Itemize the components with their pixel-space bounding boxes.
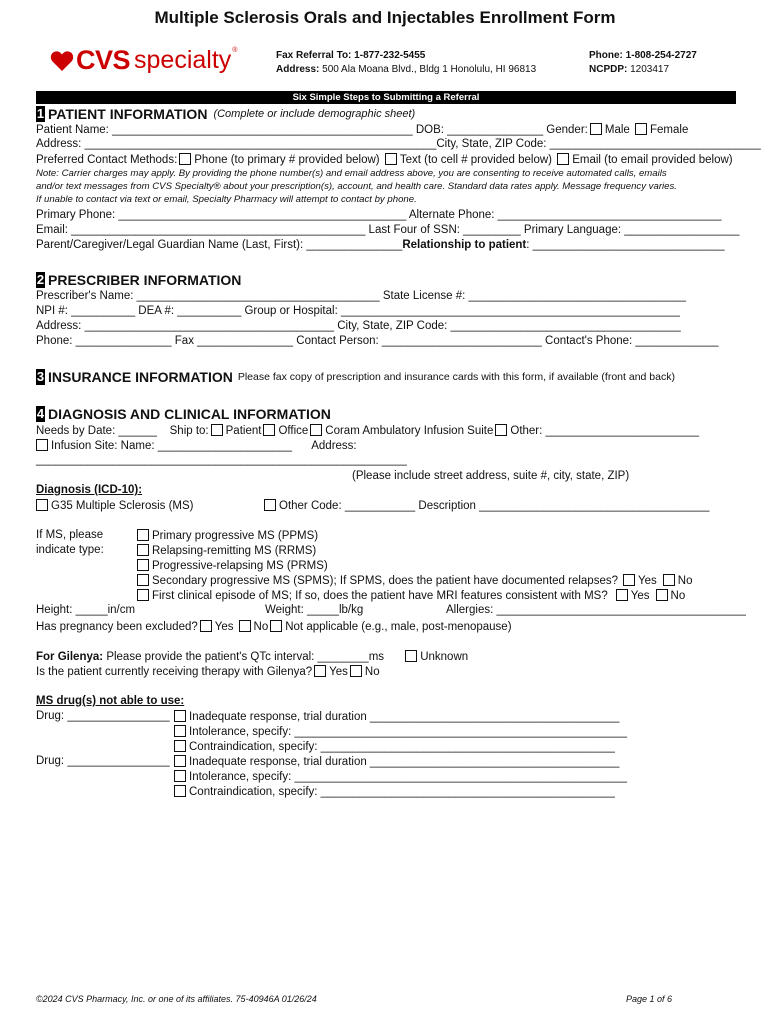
prms-checkbox[interactable]	[137, 559, 149, 571]
allergies-field[interactable]: Allergies: _______________________________________	[446, 604, 746, 616]
ship-patient-checkbox[interactable]	[211, 424, 223, 436]
ncpdp: NCPDP: 1203417	[589, 64, 670, 75]
spms-no-checkbox[interactable]	[663, 574, 675, 586]
guardian-row[interactable]: Parent/Caregiver/Legal Guardian Name (Last, First): _______________Relationship to patient: ______________________________	[36, 239, 725, 251]
gilenya-no-checkbox[interactable]	[350, 665, 362, 677]
mri-yes-checkbox[interactable]	[616, 589, 628, 601]
gilenya-therapy-row: Is the patient currently receiving therapy with Gilenya? Yes No	[36, 666, 380, 678]
other-code-row	[262, 499, 709, 512]
ppms-checkbox[interactable]	[137, 529, 149, 541]
mri-no-checkbox[interactable]	[656, 589, 668, 601]
drug-1-intolerance-row: Intolerance, specify: ____________________________________________________	[172, 725, 627, 738]
address-note: (Please include street address, suite #, city, state, ZIP)	[352, 470, 630, 482]
spms-yes-checkbox[interactable]	[623, 574, 635, 586]
infusion-name-field[interactable]: Infusion Site: Name: _____________________	[51, 440, 293, 452]
contact-phone-checkbox[interactable]	[179, 153, 191, 165]
fax-referral: Fax Referral To: 1-877-232-5455	[276, 50, 426, 61]
drug-1-contra-checkbox[interactable]	[174, 740, 186, 752]
heart-icon	[50, 50, 74, 72]
prescriber-name-row[interactable]: Prescriber's Name: ______________________________________ State License #: __________________________________	[36, 290, 686, 302]
consent-note-2: and/or text messages from CVS Specialty® about your prescription(s), account, and health care. Standard data rates apply. Message frequency varies.	[36, 181, 677, 192]
ship-coram-checkbox[interactable]	[310, 424, 322, 436]
needs-by-row: Needs by Date: ______ Ship to: Patient Office Coram Ambulatory Infusion Suite Other: ________________________	[36, 425, 700, 437]
weight-field[interactable]: Weight: _____lb/kg	[265, 604, 364, 616]
rrms-checkbox[interactable]	[137, 544, 149, 556]
preg-no-checkbox[interactable]	[239, 620, 251, 632]
ms-drugs-label: MS drug(s) not able to use:	[36, 695, 185, 707]
first-episode-row: First clinical episode of MS; If so, does the patient have MRI features consistent with MS? Yes No	[135, 589, 685, 602]
drug-1-inadequate-row: Inadequate response, trial duration _______________________________________	[172, 710, 619, 723]
preg-yes-checkbox[interactable]	[200, 620, 212, 632]
steps-bar-label: Six Simple Steps to Submitting a Referral	[292, 92, 480, 103]
pharmacy-address: Address: 500 Ala Moana Blvd., Bldg 1 Honolulu, HI 96813	[276, 64, 537, 75]
form-title: Multiple Sclerosis Orals and Injectables Enrollment Form	[154, 8, 616, 27]
other-code-field[interactable]: Other Code: ___________ Description ____________________________________	[279, 500, 710, 512]
steps-bar	[36, 91, 736, 104]
footer-page-number: Page 1 of 6	[625, 994, 672, 1004]
drug-1-field[interactable]: Drug: ________________	[36, 710, 170, 722]
section-2-header: 2 PRESCRIBER INFORMATION	[36, 272, 242, 288]
first-episode-checkbox[interactable]	[137, 589, 149, 601]
section-4-header: 4 DIAGNOSIS AND CLINICAL INFORMATION	[36, 406, 331, 422]
ppms-row: Primary progressive MS (PPMS)	[135, 529, 318, 542]
logo-specialty: specialty	[134, 46, 232, 74]
npi-row[interactable]: NPI #: __________ DEA #: __________ Group or Hospital: _____________________________________________________	[36, 305, 680, 317]
drug-2-intolerance-row: Intolerance, specify: ____________________________________________________	[172, 770, 627, 783]
section-3-header: 3 INSURANCE INFORMATION Please fax copy of prescription and insurance cards with this form, if available (front and back)	[36, 369, 675, 385]
contact-methods-row: Preferred Contact Methods: Phone (to primary # provided below) Text (to cell # provided below) Email (to email provided below)	[36, 154, 733, 166]
footer-copyright: ©2024 CVS Pharmacy, Inc. or one of its affiliates. 75-40946A 01/26/24	[36, 994, 317, 1004]
drug-2-inadequate-row: Inadequate response, trial duration _______________________________________	[172, 755, 619, 768]
g35-row: G35 Multiple Sclerosis (MS)	[36, 499, 194, 512]
other-code-checkbox[interactable]	[264, 499, 276, 511]
if-ms-label-2: indicate type:	[36, 544, 104, 556]
drug-1-contra-row: Contraindication, specify: ______________________________________________	[172, 740, 615, 753]
prescriber-phone-row[interactable]: Phone: _______________ Fax _______________ Contact Person: _________________________ Contact's Phone: _____________	[36, 335, 719, 347]
gender-female-checkbox[interactable]	[635, 123, 647, 135]
height-field[interactable]: Height: _____in/cm	[36, 604, 136, 616]
drug-2-field[interactable]: Drug: ________________	[36, 755, 170, 767]
email-row[interactable]: Email: ______________________________________________ Last Four of SSN: _________ Primary Language: __________________	[36, 224, 740, 236]
drug-2-inadequate-checkbox[interactable]	[174, 755, 186, 767]
qtc-unknown-checkbox[interactable]	[405, 650, 417, 662]
spms-checkbox[interactable]	[137, 574, 149, 586]
infusion-site-checkbox[interactable]	[36, 439, 48, 451]
cvs-specialty-logo	[50, 47, 237, 74]
infusion-address-line[interactable]: __________________________________________________________	[36, 454, 407, 466]
qtc-field[interactable]: Please provide the patient's QTc interval: ________ms	[106, 651, 385, 663]
section-1-header: 1 PATIENT INFORMATION (Complete or include demographic sheet)	[36, 106, 416, 122]
spms-row: Secondary progressive MS (SPMS); If SPMS, does the patient have documented relapses? Yes No	[135, 574, 692, 587]
preg-na-checkbox[interactable]	[270, 620, 282, 632]
phone-row[interactable]: Primary Phone: _____________________________________________ Alternate Phone: ___________________________________	[36, 209, 722, 221]
patient-name-row: Patient Name: _______________________________________________ DOB: _______________ Gender: Male Female	[36, 124, 689, 136]
pharmacy-phone: Phone: 1-808-254-2727	[589, 50, 697, 61]
consent-note-1: Note: Carrier charges may apply. By providing the phone number(s) and email address above, you are consenting to receive automated calls, emails	[36, 168, 667, 179]
infusion-site-row: Infusion Site: Name: _____________________ Address:	[36, 439, 357, 452]
gilenya-qtc-row: For Gilenya: Please provide the patient's QTc interval: ________ms Unknown	[36, 651, 469, 663]
gilenya-yes-checkbox[interactable]	[314, 665, 326, 677]
pregnancy-row: Has pregnancy been excluded? Yes No Not applicable (e.g., male, post-menopause)	[36, 621, 512, 633]
drug-2-contra-checkbox[interactable]	[174, 785, 186, 797]
ship-other-checkbox[interactable]	[495, 424, 507, 436]
contact-email-checkbox[interactable]	[557, 153, 569, 165]
drug-2-contra-row: Contraindication, specify: ______________________________________________	[172, 785, 615, 798]
consent-note-3: If unable to contact via text or email, Specialty Pharmacy will attempt to contact by phone.	[36, 194, 417, 205]
ship-office-checkbox[interactable]	[263, 424, 275, 436]
patient-address-field[interactable]: Address: _______________________________________________________City, State, ZIP Code: _________________________________	[36, 138, 761, 150]
prms-row: Progressive-relapsing MS (PRMS)	[135, 559, 328, 572]
drug-2-intolerance-checkbox[interactable]	[174, 770, 186, 782]
if-ms-label-1: If MS, please	[36, 529, 104, 541]
logo-cvs: CVS	[76, 45, 131, 75]
g35-checkbox[interactable]	[36, 499, 48, 511]
drug-1-intolerance-checkbox[interactable]	[174, 725, 186, 737]
contact-text-checkbox[interactable]	[385, 153, 397, 165]
rrms-row: Relapsing-remitting MS (RRMS)	[135, 544, 316, 557]
patient-name-field[interactable]: Patient Name: _______________________________________________ DOB: _______________ Gender:	[36, 124, 588, 136]
gender-male-checkbox[interactable]	[590, 123, 602, 135]
prescriber-address-row[interactable]: Address: _______________________________________ City, State, ZIP Code: ____________________________________	[36, 320, 681, 332]
logo-registered: ®	[232, 47, 238, 54]
drug-1-inadequate-checkbox[interactable]	[174, 710, 186, 722]
needs-by-field[interactable]: Needs by Date: ______	[36, 425, 157, 437]
diagnosis-label: Diagnosis (ICD-10):	[36, 484, 143, 496]
